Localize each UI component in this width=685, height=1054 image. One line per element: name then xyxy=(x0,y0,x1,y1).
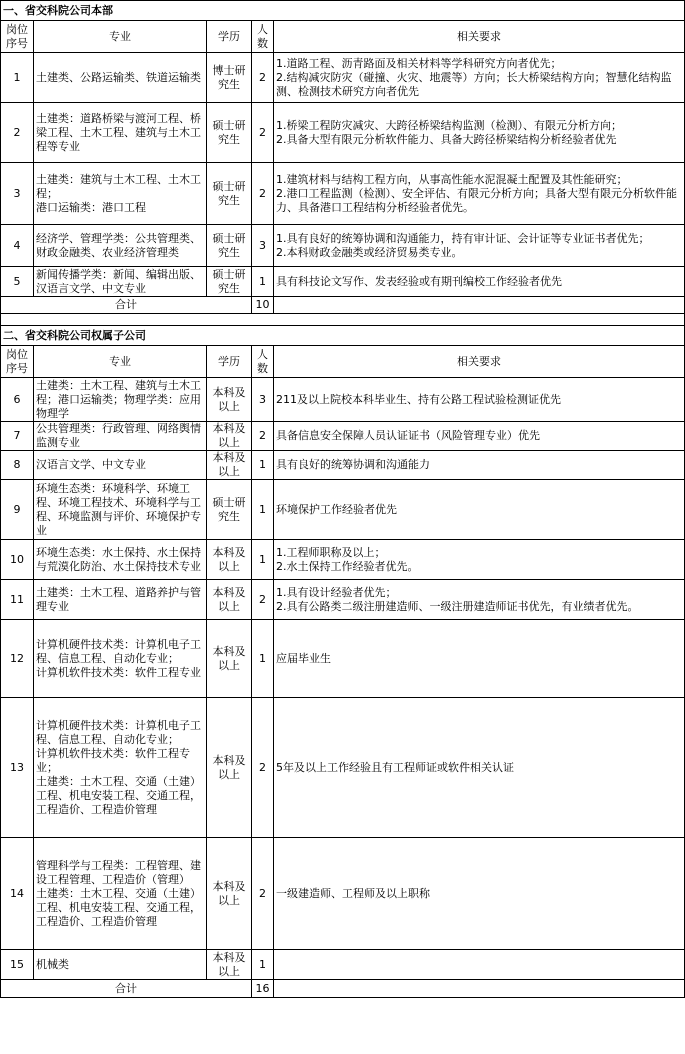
requirements-cell: 环境保护工作经验者优先 xyxy=(274,480,685,540)
total-blank-cell xyxy=(274,297,685,314)
count-cell: 2 xyxy=(252,698,274,838)
requirements-cell: 具有良好的统筹协调和沟通能力 xyxy=(274,451,685,480)
count-header: 人数 xyxy=(252,346,274,378)
table-row xyxy=(1,540,685,580)
requirements-cell: 一级建造师、工程师及以上职称 xyxy=(274,838,685,950)
count-cell: 3 xyxy=(252,378,274,422)
requirements-cell: 1.道路工程、沥青路面及相关材料等学科研究方向者优先； 2.结构减灾防灾（碰撞、火灾、地震等）方向；长大桥梁结构方向；智慧化结构监测、检测技术研究方向者优先 xyxy=(274,53,685,103)
count-cell: 2 xyxy=(252,838,274,950)
table-row xyxy=(1,451,685,480)
post-no-cell: 12 xyxy=(1,620,34,698)
section2-title: 二、省交科院公司权属子公司 xyxy=(1,326,685,346)
requirements-header: 相关要求 xyxy=(274,346,685,378)
major-cell: 环境生态类：环境科学、环境工程、环境工程技术、环境科学与工程、环境监测与评价、环境保护专业 xyxy=(34,480,207,540)
post-no-cell: 8 xyxy=(1,451,34,480)
requirements-cell: 应届毕业生 xyxy=(274,620,685,698)
total-value: 10 xyxy=(252,297,274,314)
post-no-cell: 2 xyxy=(1,103,34,163)
section2-title-row xyxy=(1,326,685,346)
requirements-cell: 1.具有良好的统筹协调和沟通能力，持有审计证、会计证等专业证书者优先； 2.本科财政金融类或经济贸易类专业。 xyxy=(274,225,685,267)
education-cell: 硕士研究生 xyxy=(207,267,252,297)
major-cell: 机械类 xyxy=(34,950,207,980)
major-cell: 公共管理类：行政管理、网络舆情监测专业 xyxy=(34,422,207,451)
table-row xyxy=(1,225,685,267)
post-no-cell: 13 xyxy=(1,698,34,838)
education-header: 学历 xyxy=(207,346,252,378)
major-cell: 计算机硬件技术类：计算机电子工程、信息工程、自动化专业； 计算机软件技术类：软件工程专业； 土建类：土木工程、交通（土建）工程、机电安装工程、交通工程，工程造价、工程造价管理 xyxy=(34,698,207,838)
count-header: 人数 xyxy=(252,21,274,53)
table-row xyxy=(1,950,685,980)
table-row xyxy=(1,378,685,422)
total-label: 合计 xyxy=(1,980,252,998)
major-cell: 土建类：建筑与土木工程、土木工程； 港口运输类：港口工程 xyxy=(34,163,207,225)
education-cell: 本科及以上 xyxy=(207,620,252,698)
count-cell: 1 xyxy=(252,620,274,698)
table-row xyxy=(1,838,685,950)
post-no-cell: 7 xyxy=(1,422,34,451)
table-row xyxy=(1,698,685,838)
education-header: 学历 xyxy=(207,21,252,53)
table-row xyxy=(1,620,685,698)
table-row xyxy=(1,480,685,540)
count-cell: 1 xyxy=(252,451,274,480)
major-cell: 经济学、管理学类：公共管理类、财政金融类、农业经济管理类 xyxy=(34,225,207,267)
section1-title-row xyxy=(1,1,685,21)
table-row xyxy=(1,580,685,620)
requirements-cell: 5年及以上工作经验且有工程师证或软件相关认证 xyxy=(274,698,685,838)
major-cell: 土建类、公路运输类、铁道运输类 xyxy=(34,53,207,103)
table-body xyxy=(1,1,685,998)
education-cell: 本科及以上 xyxy=(207,950,252,980)
education-cell: 本科及以上 xyxy=(207,378,252,422)
post-no-cell: 15 xyxy=(1,950,34,980)
post-no-cell: 5 xyxy=(1,267,34,297)
post-no-cell: 9 xyxy=(1,480,34,540)
section2-total-row xyxy=(1,980,685,998)
count-cell: 2 xyxy=(252,103,274,163)
post-no-cell: 3 xyxy=(1,163,34,225)
post-no-cell: 10 xyxy=(1,540,34,580)
section1-header-row xyxy=(1,21,685,53)
requirements-header: 相关要求 xyxy=(274,21,685,53)
requirements-cell xyxy=(274,950,685,980)
table-row xyxy=(1,163,685,225)
section2-header-row xyxy=(1,346,685,378)
total-label: 合计 xyxy=(1,297,252,314)
major-cell: 土建类：道路桥梁与渡河工程、桥梁工程、土木工程、建筑与土木工程等专业 xyxy=(34,103,207,163)
table-row xyxy=(1,53,685,103)
education-cell: 本科及以上 xyxy=(207,540,252,580)
post-no-cell: 1 xyxy=(1,53,34,103)
major-cell: 新闻传播学类：新闻、编辑出版、汉语言文学、中文专业 xyxy=(34,267,207,297)
major-cell: 环境生态类：水土保持、水土保持与荒漠化防治、水土保持技术专业 xyxy=(34,540,207,580)
requirements-cell: 1.建筑材料与结构工程方向，从事高性能水泥混凝土配置及其性能研究； 2.港口工程监测（检测）、安全评估、有限元分析方向；具备大型有限元分析软件能力、具备港口工程结构分析经验者优先。 xyxy=(274,163,685,225)
requirements-cell: 1.工程师职称及以上； 2.水土保持工作经验者优先。 xyxy=(274,540,685,580)
education-cell: 博士研究生 xyxy=(207,53,252,103)
count-cell: 2 xyxy=(252,163,274,225)
post-no-header: 岗位序号 xyxy=(1,346,34,378)
post-no-header: 岗位序号 xyxy=(1,21,34,53)
post-no-cell: 4 xyxy=(1,225,34,267)
education-cell: 本科及以上 xyxy=(207,838,252,950)
count-cell: 2 xyxy=(252,53,274,103)
count-cell: 1 xyxy=(252,480,274,540)
table-row xyxy=(1,103,685,163)
post-no-cell: 14 xyxy=(1,838,34,950)
table-row xyxy=(1,267,685,297)
requirements-cell: 具有科技论文写作、发表经验或有期刊编校工作经验者优先 xyxy=(274,267,685,297)
education-cell: 硕士研究生 xyxy=(207,480,252,540)
education-cell: 硕士研究生 xyxy=(207,163,252,225)
count-cell: 3 xyxy=(252,225,274,267)
major-cell: 管理科学与工程类：工程管理、建设工程管理、工程造价（管理） 土建类：土木工程、交通（土建）工程、机电安装工程、交通工程，工程造价、工程造价管理 xyxy=(34,838,207,950)
major-header: 专业 xyxy=(34,21,207,53)
section1-total-row xyxy=(1,297,685,314)
count-cell: 1 xyxy=(252,950,274,980)
major-header: 专业 xyxy=(34,346,207,378)
total-value: 16 xyxy=(252,980,274,998)
section1-title: 一、省交科院公司本部 xyxy=(1,1,685,21)
education-cell: 本科及以上 xyxy=(207,580,252,620)
count-cell: 2 xyxy=(252,422,274,451)
requirements-cell: 211及以上院校本科毕业生、持有公路工程试验检测证优先 xyxy=(274,378,685,422)
requirements-cell: 具备信息安全保障人员认证证书（风险管理专业）优先 xyxy=(274,422,685,451)
section-spacer xyxy=(1,314,685,326)
education-cell: 硕士研究生 xyxy=(207,225,252,267)
education-cell: 硕士研究生 xyxy=(207,103,252,163)
requirements-cell: 1.桥梁工程防灾减灾、大跨径桥梁结构监测（检测）、有限元分析方向； 2.具备大型有限元分析软件能力、具备大跨径桥梁结构分析经验者优先 xyxy=(274,103,685,163)
count-cell: 1 xyxy=(252,540,274,580)
education-cell: 本科及以上 xyxy=(207,698,252,838)
post-no-cell: 6 xyxy=(1,378,34,422)
education-cell: 本科及以上 xyxy=(207,451,252,480)
major-cell: 土建类：土木工程、道路养护与管理专业 xyxy=(34,580,207,620)
major-cell: 计算机硬件技术类：计算机电子工程、信息工程、自动化专业； 计算机软件技术类：软件工程专业 xyxy=(34,620,207,698)
major-cell: 汉语言文学、中文专业 xyxy=(34,451,207,480)
total-blank-cell xyxy=(274,980,685,998)
table-row xyxy=(1,422,685,451)
post-no-cell: 11 xyxy=(1,580,34,620)
education-cell: 本科及以上 xyxy=(207,422,252,451)
major-cell: 土建类：土木工程、建筑与土木工程；港口运输类；物理学类：应用物理学 xyxy=(34,378,207,422)
requirements-cell: 1.具有设计经验者优先； 2.具有公路类二级注册建造师、一级注册建造师证书优先，有业绩者优先。 xyxy=(274,580,685,620)
count-cell: 2 xyxy=(252,580,274,620)
count-cell: 1 xyxy=(252,267,274,297)
